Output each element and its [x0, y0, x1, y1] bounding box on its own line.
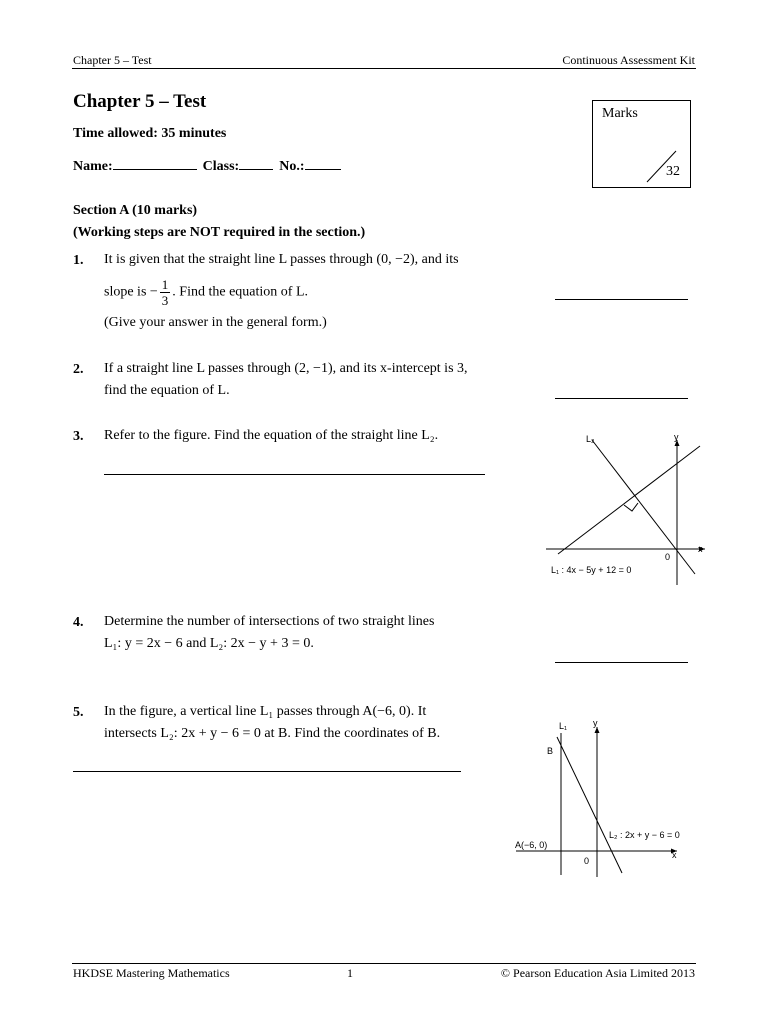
marks-box	[592, 100, 691, 188]
q1-line3: (Give your answer in the general form.)	[104, 315, 327, 330]
q3-number: 3.	[73, 429, 84, 444]
q3-origin-label: 0	[665, 552, 671, 562]
q1-line2-post: . Find the equation of L.	[172, 284, 308, 300]
q1-line2-pre: slope is −	[104, 284, 158, 300]
q5-l1-label: L₁	[559, 721, 568, 731]
q2-text	[104, 358, 524, 402]
q3-right-angle	[624, 503, 638, 511]
q2-number: 2.	[73, 362, 84, 377]
q3-line-l2	[592, 440, 695, 574]
class-label: Class:	[202, 159, 240, 174]
q3-answer-line[interactable]	[104, 474, 485, 475]
q4-text	[104, 611, 524, 655]
q5-text	[104, 701, 488, 745]
no-field[interactable]	[305, 169, 341, 170]
q3-l1-equation: L₁ : 4x − 5y + 12 = 0	[551, 565, 632, 575]
page-number: 1	[347, 966, 353, 980]
footer-left: HKDSE Mastering Mathematics	[73, 966, 230, 980]
section-title: Section A (10 marks)	[73, 203, 198, 218]
q4-line1: Determine the number of intersections of two straight lines	[104, 614, 435, 629]
q3-l2-label: L₂	[586, 434, 595, 444]
q4-line2: L₁: y = 2x − 6 and L₂: 2x − y + 3 = 0.	[104, 636, 314, 651]
no-label: No.:	[279, 159, 305, 174]
q5-b-label: B	[547, 746, 554, 756]
q5-figure	[512, 715, 702, 880]
header-right: Continuous Assessment Kit	[562, 53, 695, 67]
q5-line1: In the figure, a vertical line L₁ passes through A(−6, 0). It	[104, 704, 427, 719]
time-allowed: Time allowed: 35 minutes	[73, 126, 227, 141]
q5-line-l2	[557, 737, 622, 873]
q1-text	[104, 249, 524, 334]
q1-frac-den: 3	[161, 293, 169, 308]
q1-fraction	[160, 277, 171, 308]
q5-origin-label: 0	[584, 856, 590, 866]
q3-line-l1	[558, 446, 700, 554]
q5-number: 5.	[73, 705, 84, 720]
q5-line2: intersects L₂: 2x + y − 6 = 0 at B. Find the coordinates of B.	[104, 726, 441, 741]
q3-y-label: y	[674, 432, 679, 442]
class-field[interactable]	[239, 169, 273, 170]
q3-x-label: x	[698, 544, 703, 554]
q3-line1: Refer to the figure. Find the equation of the straight line L₂.	[104, 428, 439, 443]
marks-label: Marks	[602, 106, 638, 121]
q1-frac-num: 1	[161, 277, 169, 292]
q5-answer-line[interactable]	[73, 771, 461, 772]
q3-figure	[540, 428, 710, 588]
page-title: Chapter 5 – Test	[73, 91, 207, 112]
name-label: Name:	[73, 159, 113, 174]
q4-answer-line[interactable]	[555, 662, 688, 663]
q5-l2-equation: L₂ : 2x + y − 6 = 0	[609, 830, 680, 840]
q1-line2	[104, 277, 524, 308]
q1-number: 1.	[73, 253, 84, 268]
header-divider	[72, 68, 696, 69]
footer-right: © Pearson Education Asia Limited 2013	[500, 966, 695, 980]
q5-x-label: x	[672, 850, 677, 860]
q2-answer-line[interactable]	[555, 398, 688, 399]
marks-total: 32	[666, 164, 680, 179]
footer-divider	[72, 963, 696, 964]
q1-line1: It is given that the straight line L passes through (0, −2), and its	[104, 252, 459, 267]
header-left: Chapter 5 – Test	[73, 53, 152, 67]
q2-line1: If a straight line L passes through (2, −1), and its x-intercept is 3,	[104, 361, 468, 376]
q5-y-label: y	[593, 718, 598, 728]
q1-answer-line[interactable]	[555, 299, 688, 300]
q2-line2: find the equation of L.	[104, 383, 230, 398]
q4-number: 4.	[73, 615, 84, 630]
student-info-row	[73, 159, 341, 175]
q5-a-label: A(−6, 0)	[515, 840, 548, 850]
name-field[interactable]	[113, 169, 197, 170]
section-note: (Working steps are NOT required in the section.)	[73, 225, 366, 240]
